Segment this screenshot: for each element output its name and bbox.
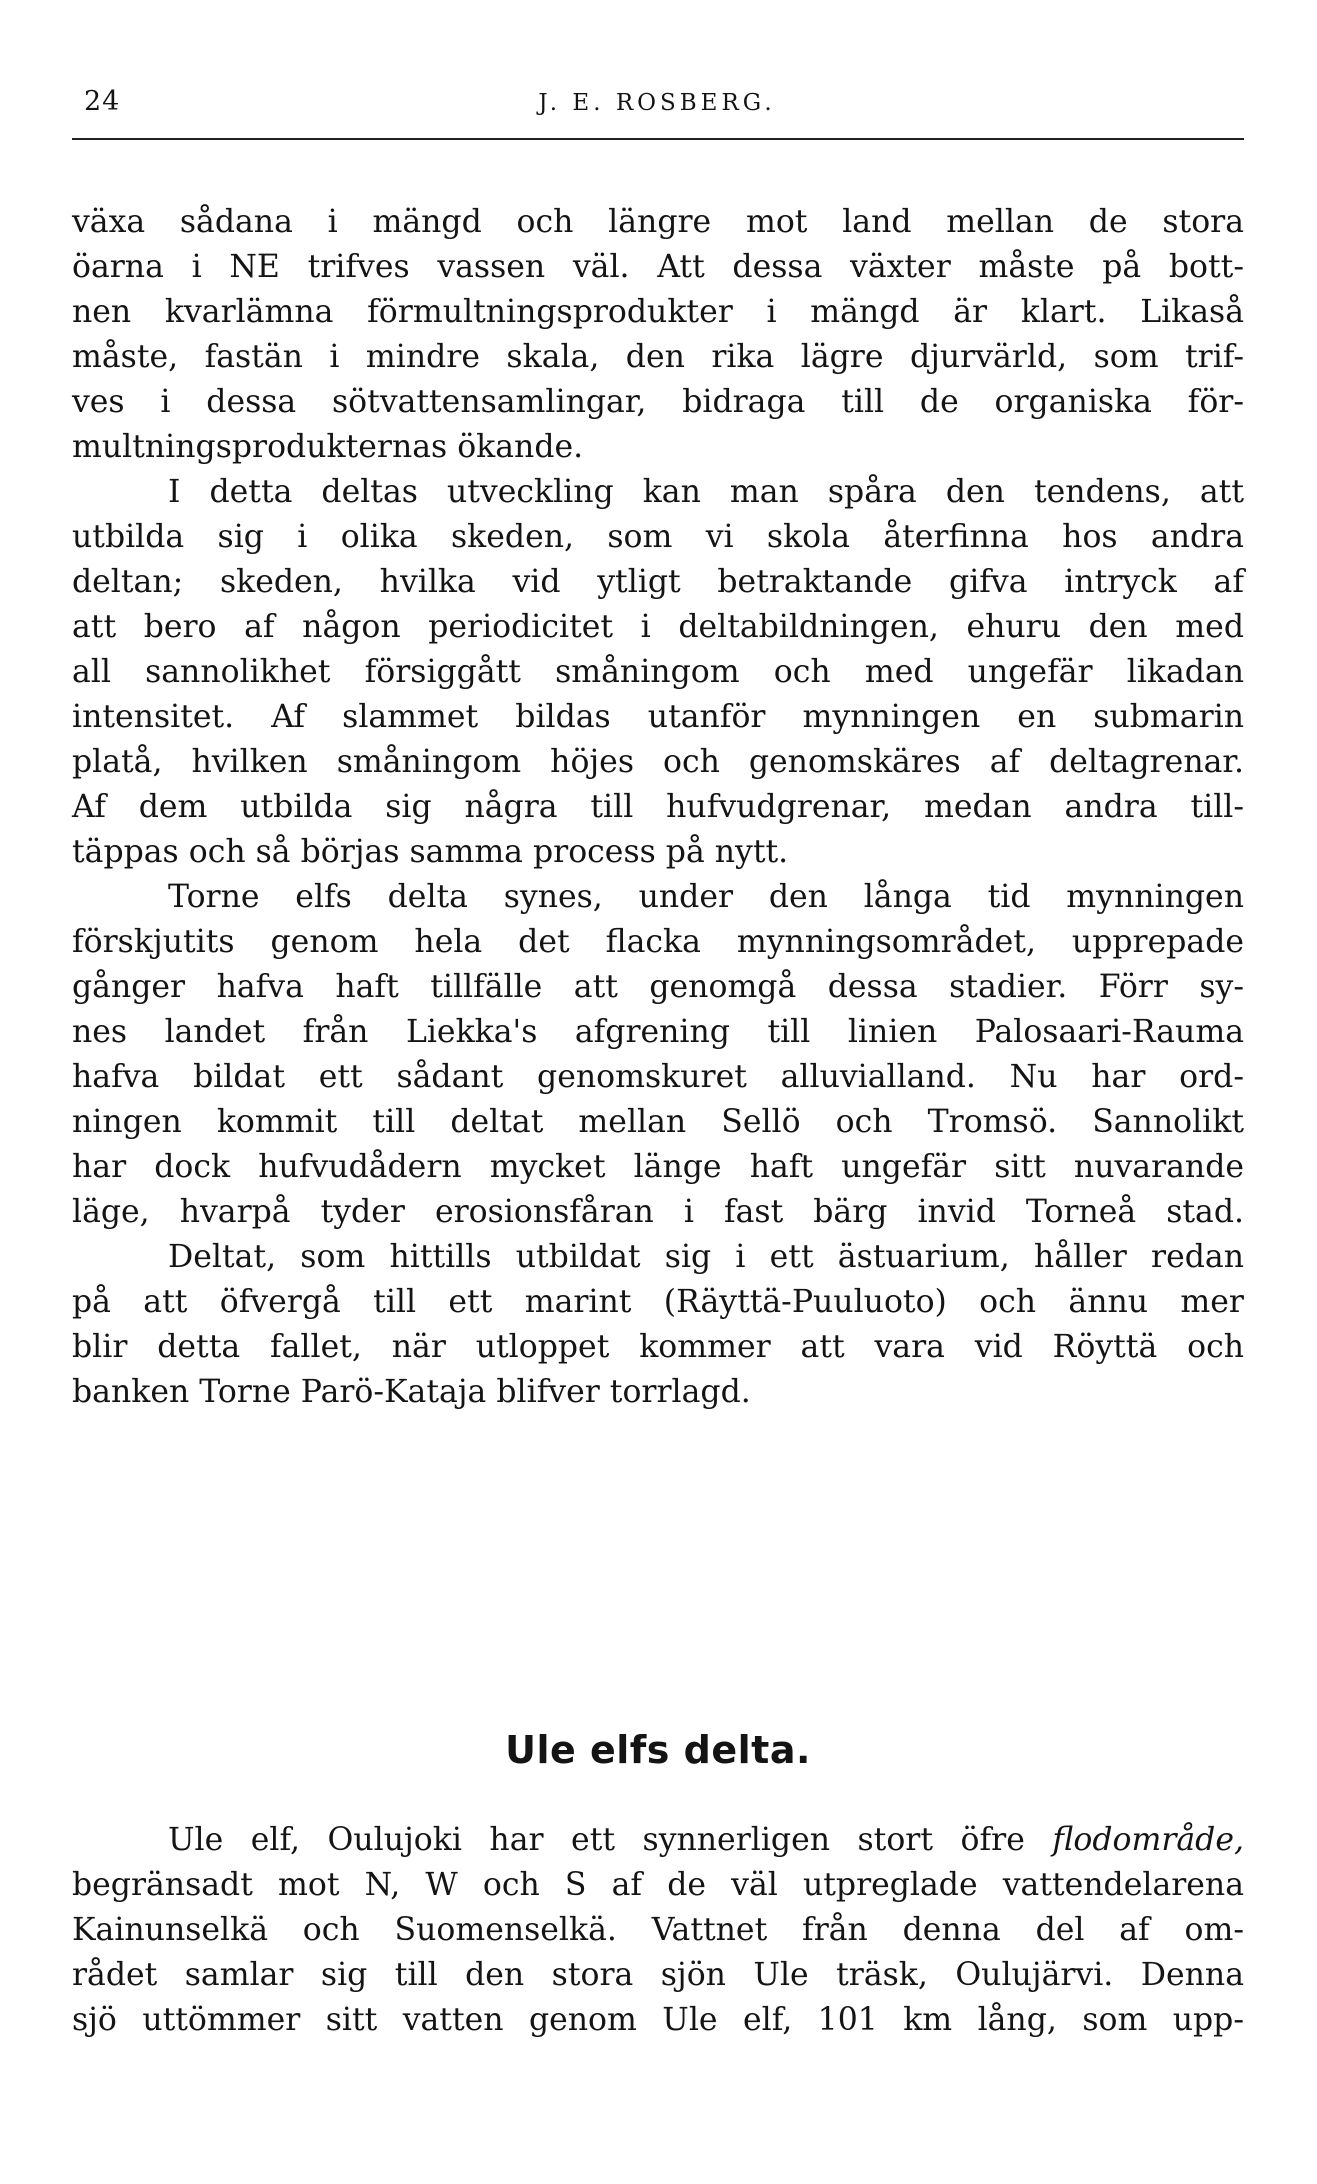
- text-line: måste, fastän i mindre skala, den rika lägre djurvärld, som trif-: [72, 339, 1244, 375]
- text-line: Kainunselkä och Suomenselkä. Vattnet från denna del af om-: [72, 1912, 1244, 1948]
- text-line: ves i dessa sötvattensamlingar, bidraga till de organiska för-: [72, 384, 1244, 420]
- text-line: intensitet. Af slammet bildas utanför mynningen en submarin: [72, 699, 1244, 735]
- text-line: öarna i NE trifves vassen väl. Att dessa växter måste på bott-: [72, 249, 1244, 285]
- text-line: deltan; skeden, hvilka vid ytligt betraktande gifva intryck af: [72, 564, 1244, 600]
- text-run: Ule elf, Oulujoki har ett synnerligen stort öfre: [168, 1822, 1053, 1858]
- text-line: rådet samlar sig till den stora sjön Ule träsk, Oulujärvi. Denna: [72, 1957, 1244, 1993]
- text-line: platå, hvilken småningom höjes och genomskäres af deltagrenar.: [72, 744, 1244, 780]
- italic-term: flodområde,: [1052, 1822, 1244, 1858]
- text-line: nes landet från Liekka's afgrening till linien Palosaari-Rauma: [72, 1014, 1244, 1050]
- running-head-author: J. E. ROSBERG.: [538, 90, 776, 116]
- text-line: har dock hufvudådern mycket länge haft ungefär sitt nuvarande: [72, 1149, 1244, 1185]
- text-line: [72, 1818, 1244, 1863]
- text-line: utbilda sig i olika skeden, som vi skola återfinna hos andra: [72, 519, 1244, 555]
- text-line: banken Torne Parö-Kataja blifver torrlagd.: [72, 1374, 751, 1410]
- text-line: all sannolikhet försiggått småningom och med ungefär likadan: [72, 654, 1244, 690]
- text-line: läge, hvarpå tyder erosionsfåran i fast bärg invid Torneå stad.: [72, 1194, 1244, 1230]
- text-line: på att öfvergå till ett marint (Räyttä-Puuluoto) och ännu mer: [72, 1284, 1244, 1320]
- text-line: multningsprodukternas ökande.: [72, 429, 584, 465]
- text-line: I detta deltas utveckling kan man spåra den tendens, att: [168, 474, 1244, 510]
- text-line: Torne elfs delta synes, under den långa tid mynningen: [168, 879, 1244, 915]
- text-line: sjö uttömmer sitt vatten genom Ule elf, 101 km lång, som upp-: [72, 2002, 1244, 2038]
- text-line: Deltat, som hittills utbildat sig i ett ästuarium, håller redan: [168, 1239, 1244, 1275]
- text-line: Af dem utbilda sig några till hufvudgrenar, medan andra till-: [72, 789, 1244, 825]
- text-line: blir detta fallet, när utloppet kommer att vara vid Röyttä och: [72, 1329, 1244, 1365]
- text-line: begränsadt mot N, W och S af de väl utpreglade vattendelarena: [72, 1867, 1244, 1903]
- text-line: att bero af någon periodicitet i deltabildningen, ehuru den med: [72, 609, 1244, 645]
- section-heading: Ule elfs delta.: [505, 1728, 811, 1772]
- text-line: ningen kommit till deltat mellan Sellö och Tromsö. Sannolikt: [72, 1104, 1244, 1140]
- text-line: förskjutits genom hela det flacka mynningsområdet, upprepade: [72, 924, 1244, 960]
- text-line: täppas och så börjas samma process på nytt.: [72, 834, 789, 870]
- text-line: hafva bildat ett sådant genomskuret alluvialland. Nu har ord-: [72, 1059, 1244, 1095]
- section-body-text: [72, 1818, 1244, 2043]
- running-head: [72, 86, 1242, 126]
- page-number: 24: [84, 86, 121, 117]
- body-text: [72, 200, 1244, 1415]
- text-line: gånger hafva haft tillfälle att genomgå dessa stadier. Förr sy-: [72, 969, 1244, 1005]
- text-line: nen kvarlämna förmultningsprodukter i mängd är klart. Likaså: [72, 294, 1244, 330]
- text-line: växa sådana i mängd och längre mot land mellan de stora: [72, 204, 1244, 240]
- header-rule: [72, 138, 1244, 140]
